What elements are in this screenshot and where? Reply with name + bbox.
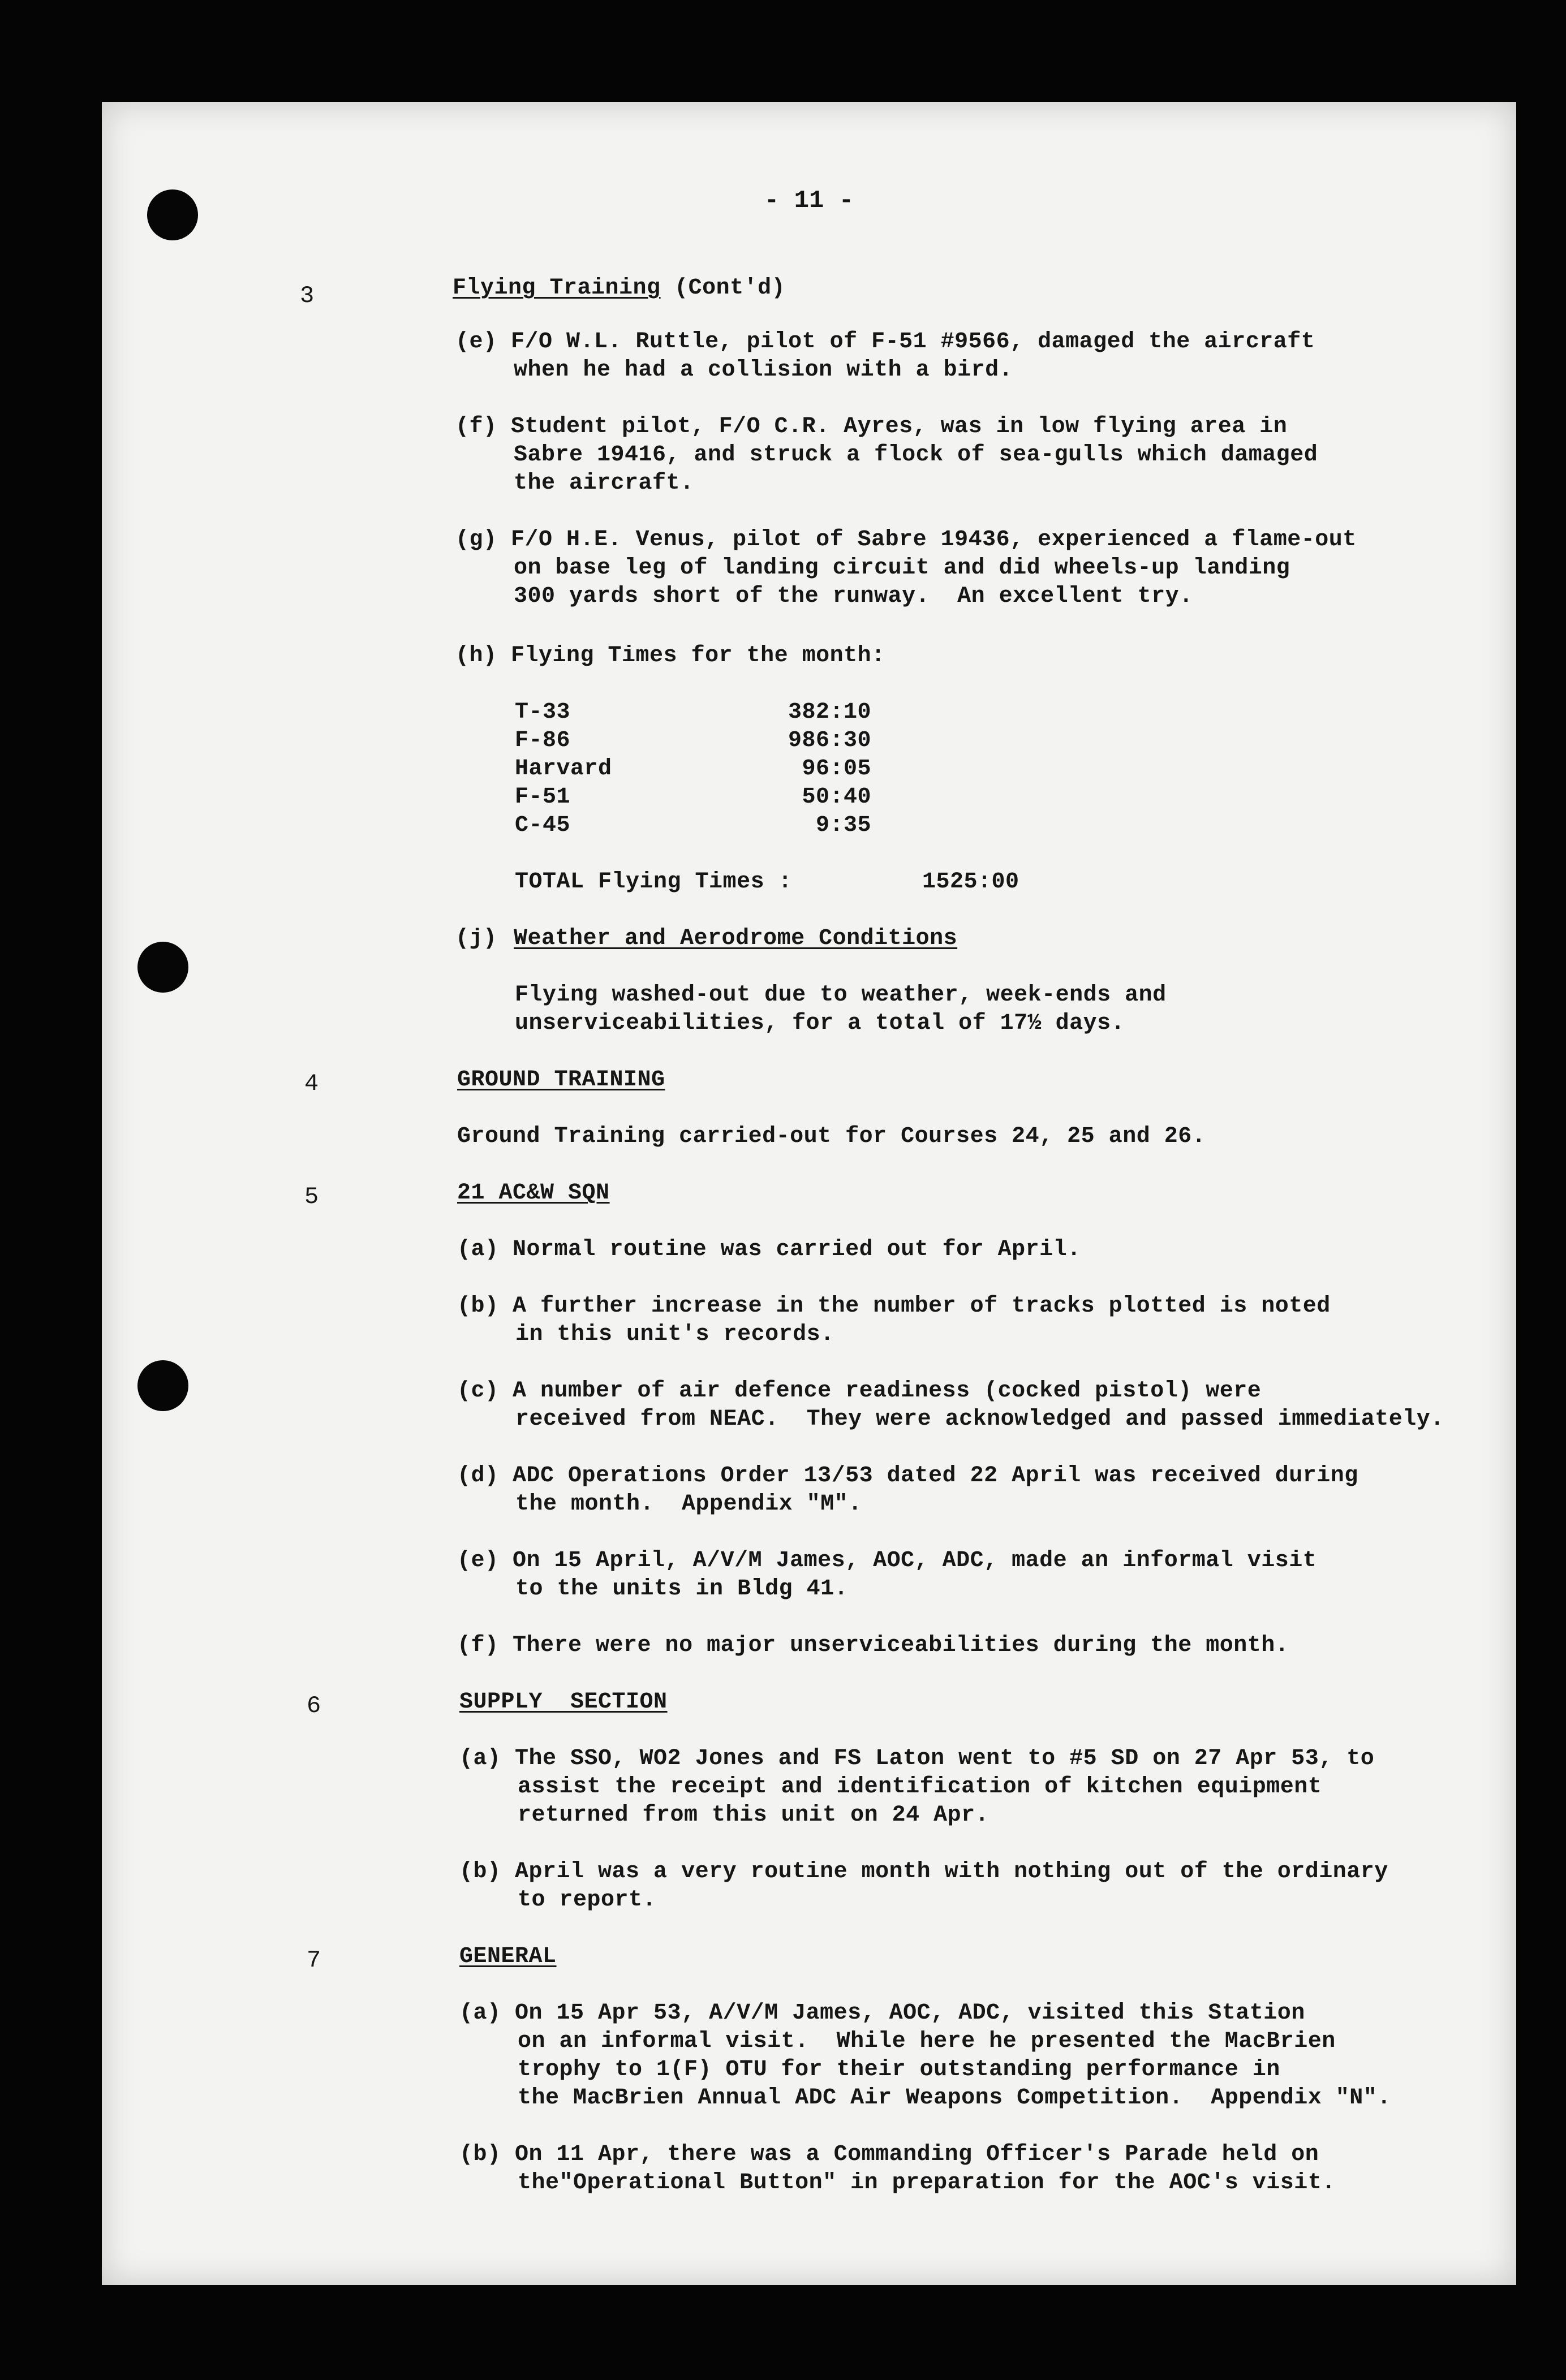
paragraph-line: (c) A number of air defence readiness (cocked pistol) were [457,1378,1262,1404]
section-number: 6 [307,1692,321,1719]
paragraph-line: (a) The SSO, WO2 Jones and FS Laton went to #5 SD on 27 Apr 53, to [459,1746,1375,1771]
paragraph-line: assist the receipt and identification of kitchen equipment [518,1774,1322,1800]
section-number: 4 [304,1070,319,1097]
paragraph-line: 300 yards short of the runway. An excellent try. [514,584,1193,609]
paragraph-line: (b) A further increase in the number of tracks plotted is noted [457,1294,1331,1319]
flying-time: 96:05 [802,756,871,782]
aircraft-type: Harvard [515,756,612,782]
section-heading: GROUND TRAINING [457,1067,665,1093]
paragraph-line: (a) Normal routine was carried out for April. [457,1237,1081,1262]
paragraph-line: the"Operational Button" in preparation for the AOC's visit. [518,2170,1336,2196]
aircraft-type: T-33 [515,700,571,725]
section-heading-text: Flying Training [453,275,661,301]
paragraph-line: (e) F/O W.L. Ruttle, pilot of F-51 #9566, damaged the aircraft [455,329,1315,355]
punch-hole [137,942,188,993]
subsection-heading: Weather and Aerodrome Conditions [514,926,958,951]
paragraph-label: (j) [455,926,497,951]
paragraph-line: unserviceabilities, for a total of 17½ days. [515,1011,1125,1036]
paragraph-line: (b) On 11 Apr, there was a Commanding Officer's Parade held on [459,2142,1319,2167]
paragraph-line: the MacBrien Annual ADC Air Weapons Competition. Appendix "N". [518,2085,1391,2111]
aircraft-type: F-51 [515,784,571,810]
paragraph-line: Ground Training carried-out for Courses 24, 25 and 26. [457,1124,1206,1149]
flying-time: 50:40 [802,784,871,810]
aircraft-type: C-45 [515,813,571,838]
paragraph-line: (a) On 15 Apr 53, A/V/M James, AOC, ADC, visited this Station [459,2000,1305,2026]
paragraph-line: returned from this unit on 24 Apr. [518,1803,989,1828]
section-number: 3 [300,282,315,309]
paragraph-line: (b) April was a very routine month with nothing out of the ordinary [459,1859,1388,1885]
paragraph-line: in this unit's records. [515,1322,834,1347]
flying-time: 986:30 [788,728,871,753]
paragraph-line: the month. Appendix "M". [515,1491,862,1517]
flying-time: 9:35 [815,813,871,838]
flying-time: 382:10 [788,700,871,725]
paragraph-line: received from NEAC. They were acknowledged and passed immediately. [515,1407,1444,1432]
paragraph-line: Sabre 19416, and struck a flock of sea-gulls which damaged [514,442,1318,468]
section-heading: GENERAL [459,1944,557,1969]
section-number: 5 [304,1183,319,1210]
paragraph-line: (d) ADC Operations Order 13/53 dated 22 April was received during [457,1463,1358,1489]
section-heading [453,277,785,300]
paragraph-line: on base leg of landing circuit and did wheels-up landing [514,555,1290,581]
paragraph-line: on an informal visit. While here he presented the MacBrien [518,2029,1336,2054]
paragraph-line: to report. [518,1887,657,1913]
paragraph-line: (g) F/O H.E. Venus, pilot of Sabre 19436, experienced a flame-out [455,527,1357,553]
paragraph-line: Flying washed-out due to weather, week-ends and [515,982,1167,1008]
paragraph-line: to the units in Bldg 41. [515,1576,849,1602]
total-label: TOTAL Flying Times : [515,869,793,895]
section-number: 7 [307,1947,321,1974]
paragraph-line: when he had a collision with a bird. [514,357,1013,383]
aircraft-type: F-86 [515,728,571,753]
paragraph-line: (e) On 15 April, A/V/M James, AOC, ADC, made an informal visit [457,1548,1317,1573]
section-heading: SUPPLY SECTION [459,1689,668,1715]
section-heading-suffix: (Cont'd) [674,275,786,301]
paragraph-line: (h) Flying Times for the month: [455,643,885,669]
paragraph-line: (f) Student pilot, F/O C.R. Ayres, was in low flying area in [455,414,1288,439]
page-number: - 11 - [764,187,854,215]
paragraph-line: trophy to 1(F) OTU for their outstanding performance in [518,2057,1280,2082]
paragraph-line: the aircraft. [514,471,694,496]
document-page [102,102,1516,2285]
section-heading: 21 AC&W SQN [457,1180,610,1206]
punch-hole [137,1360,188,1411]
total-value: 1525:00 [922,869,1019,895]
paragraph-line: (f) There were no major unserviceabilities during the month. [457,1633,1289,1658]
